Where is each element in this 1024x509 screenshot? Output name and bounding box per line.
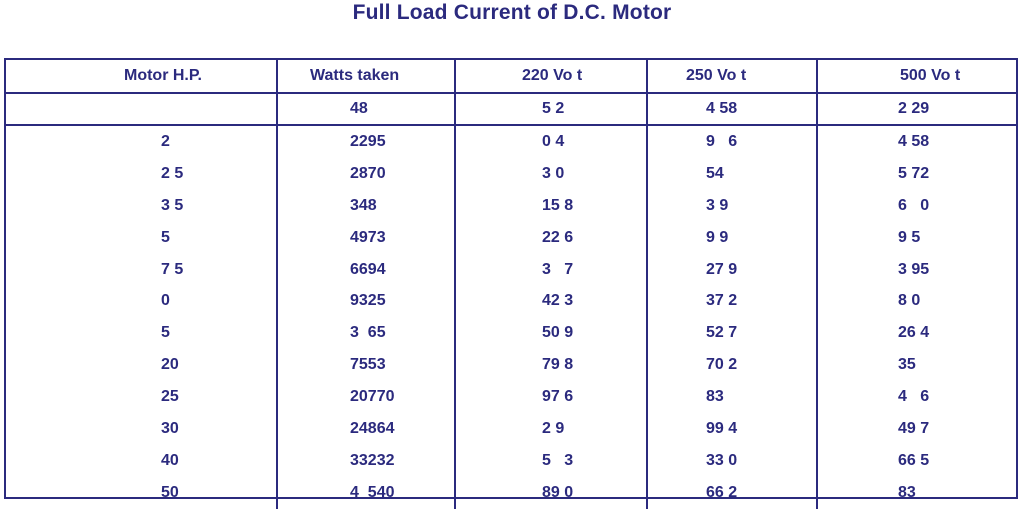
volt-250-cell: 83 xyxy=(647,381,817,413)
volt-250-cell: 3 9 xyxy=(647,190,817,222)
watts-taken-cell: 20770 xyxy=(277,381,455,413)
motor-hp-cell: 5 xyxy=(161,324,170,342)
watts-taken-cell: 6694 xyxy=(277,254,455,286)
table-row xyxy=(6,158,1016,190)
subheader-cell: 4 58 xyxy=(647,93,817,125)
watts-taken-cell: 2870 xyxy=(277,158,455,190)
watts-taken-cell: 4 540 xyxy=(277,477,455,509)
table-row xyxy=(6,317,1016,349)
table-row xyxy=(6,349,1016,381)
header-row xyxy=(6,60,1016,93)
watts-taken-cell: 33232 xyxy=(277,445,455,477)
volt-220-cell: 5 3 xyxy=(455,445,647,477)
volt-500-cell: 83 xyxy=(817,477,1016,509)
data-table xyxy=(6,60,1016,509)
volt-250-cell: 70 2 xyxy=(647,349,817,381)
table-row xyxy=(6,477,1016,509)
volt-250-cell: 54 xyxy=(647,158,817,190)
watts-taken-cell: 2295 xyxy=(277,125,455,158)
motor-hp-cell: 30 xyxy=(161,419,179,437)
watts-taken-cell: 24864 xyxy=(277,413,455,445)
volt-220-cell: 89 0 xyxy=(455,477,647,509)
table-row xyxy=(6,445,1016,477)
volt-220-cell: 3 7 xyxy=(455,254,647,286)
column-header-250-volt: 250 Vo t xyxy=(647,60,817,93)
column-header-220-volt: 220 Vo t xyxy=(455,60,647,93)
motor-current-table xyxy=(4,58,1018,499)
volt-250-cell: 33 0 xyxy=(647,445,817,477)
table-row xyxy=(6,413,1016,445)
volt-250-cell: 9 6 xyxy=(647,125,817,158)
table-row xyxy=(6,125,1016,158)
subheader-cell: 48 xyxy=(277,93,455,125)
motor-hp-cell: 20 xyxy=(161,356,179,374)
motor-hp-cell: 50 xyxy=(161,483,179,501)
volt-250-cell: 52 7 xyxy=(647,317,817,349)
motor-hp-cell: 3 5 xyxy=(161,196,184,214)
column-header-motor-hp: Motor H.P. xyxy=(6,60,277,93)
volt-500-cell: 8 0 xyxy=(817,285,1016,317)
subheader-cell: 5 2 xyxy=(455,93,647,125)
volt-250-cell: 9 9 xyxy=(647,222,817,254)
volt-500-cell: 49 7 xyxy=(817,413,1016,445)
watts-taken-cell: 4973 xyxy=(277,222,455,254)
volt-220-cell: 79 8 xyxy=(455,349,647,381)
watts-taken-cell: 348 xyxy=(277,190,455,222)
volt-500-cell: 3 95 xyxy=(817,254,1016,286)
column-header-watts-taken: Watts taken xyxy=(277,60,455,93)
volt-500-cell: 9 5 xyxy=(817,222,1016,254)
volt-220-cell: 97 6 xyxy=(455,381,647,413)
table-row xyxy=(6,190,1016,222)
volt-250-cell: 27 9 xyxy=(647,254,817,286)
volt-220-cell: 22 6 xyxy=(455,222,647,254)
column-header-500-volt: 500 Vo t xyxy=(817,60,1016,93)
volt-220-cell: 2 9 xyxy=(455,413,647,445)
volt-250-cell: 37 2 xyxy=(647,285,817,317)
subheader-cell: 2 29 xyxy=(817,93,1016,125)
motor-hp-cell: 2 5 xyxy=(161,164,184,182)
volt-500-cell: 4 6 xyxy=(817,381,1016,413)
volt-250-cell: 99 4 xyxy=(647,413,817,445)
volt-220-cell: 42 3 xyxy=(455,285,647,317)
volt-500-cell: 4 58 xyxy=(817,125,1016,158)
subheader-cell xyxy=(6,93,277,125)
table-row xyxy=(6,254,1016,286)
motor-hp-cell: 2 xyxy=(161,132,170,150)
volt-500-cell: 5 72 xyxy=(817,158,1016,190)
volt-500-cell: 26 4 xyxy=(817,317,1016,349)
motor-hp-cell: 7 5 xyxy=(161,260,184,278)
motor-hp-cell: 40 xyxy=(161,451,179,469)
volt-500-cell: 66 5 xyxy=(817,445,1016,477)
volt-250-cell: 66 2 xyxy=(647,477,817,509)
watts-taken-cell: 9325 xyxy=(277,285,455,317)
volt-220-cell: 50 9 xyxy=(455,317,647,349)
table-row xyxy=(6,285,1016,317)
motor-hp-cell: 25 xyxy=(161,388,179,406)
watts-taken-cell: 3 65 xyxy=(277,317,455,349)
motor-hp-cell: 0 xyxy=(161,292,170,310)
volt-220-cell: 3 0 xyxy=(455,158,647,190)
volt-220-cell: 0 4 xyxy=(455,125,647,158)
watts-taken-cell: 7553 xyxy=(277,349,455,381)
volt-500-cell: 35 xyxy=(817,349,1016,381)
table-row xyxy=(6,381,1016,413)
subheader-row xyxy=(6,93,1016,125)
volt-220-cell: 15 8 xyxy=(455,190,647,222)
table-row xyxy=(6,222,1016,254)
motor-hp-cell: 5 xyxy=(161,228,170,246)
page-title: Full Load Current of D.C. Motor xyxy=(352,1,672,24)
volt-500-cell: 6 0 xyxy=(817,190,1016,222)
